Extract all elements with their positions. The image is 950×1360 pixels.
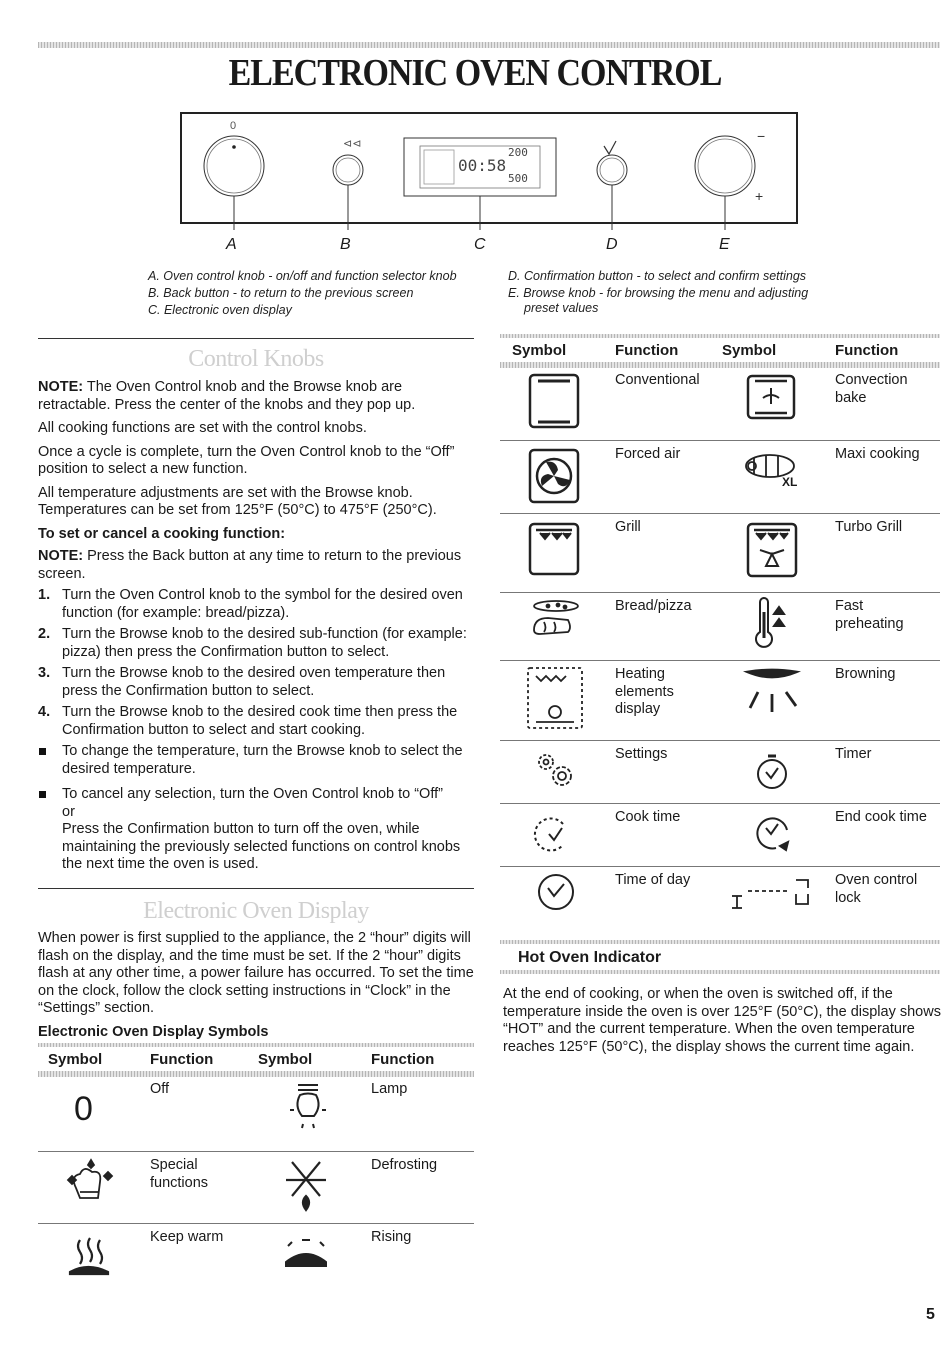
right-row7-fn2: End cook time: [835, 809, 927, 825]
timer-icon: [758, 756, 786, 788]
browning-icon: [748, 670, 796, 712]
hot-oven-bottom-hatch: [500, 970, 940, 974]
bread-pizza-icon: [534, 601, 578, 634]
paragraph-2: Once a cycle is complete, turn the Oven Control knob to the “Off” position to select a new function.: [38, 443, 455, 477]
left-header-symbol-1: Symbol: [48, 1051, 103, 1068]
caption-e-cont: preset values: [524, 301, 599, 315]
left-row3-fn2: Rising: [371, 1229, 412, 1245]
right-row1-fn1: Conventional: [615, 372, 700, 388]
letter-c: C: [474, 236, 486, 253]
step-1: 1. Turn the Oven Control knob to the symbol for the desired oven function (for example: bread/pizza).: [38, 587, 463, 621]
bullet-cancel: To cancel any selection, turn the Oven Control knob to “Off” or Press the Confirmation button to turn off the oven, while maintaining the previously selected functions on control knobs the next time the oven is used.: [38, 786, 478, 874]
letter-e: E: [719, 236, 730, 253]
left-row2-fn1: Special functions: [150, 1157, 209, 1191]
hot-oven-heading: Hot Oven Indicator: [518, 949, 662, 966]
caption-e: E. Browse knob - for browsing the menu and adjusting: [508, 286, 809, 300]
grill-icon: [530, 524, 578, 574]
right-header-function-1: Function: [615, 342, 679, 359]
paragraph-1: All cooking functions are set with the control knobs.: [38, 420, 367, 436]
end-cook-time-icon: [757, 818, 788, 850]
left-header-symbol-2: Symbol: [258, 1051, 313, 1068]
display-symbols-subhead: Electronic Oven Display Symbols: [38, 1023, 269, 1040]
settings-icon: [539, 755, 571, 785]
left-row1-fn1: Off: [150, 1081, 170, 1097]
note2-label: NOTE:: [38, 548, 84, 564]
knob-a-zero-mark: 0: [230, 120, 237, 132]
oven-display-text: When power is first supplied to the appliance, the 2 “hour” digits will flash on the display, and the time must be set. If the 2 “hour” digits flash at any other time, a power failure has occurred. To set the time on the clock, follow the clock setting instructions in “Clock” in the “Settings” section.: [38, 930, 474, 1016]
note-text: The Oven Control knob and the Browse knob are retractable. Press the center of the knobs and they pop up.: [38, 379, 416, 413]
right-row8-fn1: Time of day: [615, 872, 691, 888]
right-row1-fn2: Convection bake: [835, 372, 908, 406]
display-top-readout: 200: [508, 146, 528, 159]
right-row2-fn1: Forced air: [615, 446, 681, 462]
off-symbol: 0: [74, 1090, 93, 1128]
heating-elements-icon: [528, 668, 582, 728]
display-time-readout: 00:58: [458, 156, 507, 175]
subhead-set-cancel: To set or cancel a cooking function:: [38, 525, 286, 542]
forced-air-icon: [530, 450, 578, 502]
fast-preheating-icon: [756, 598, 784, 647]
left-row3-fn1: Keep warm: [150, 1229, 224, 1245]
right-row2-fn2: Maxi cooking: [835, 446, 920, 462]
hot-oven-text: At the end of cooking, or when the oven is switched off, if the temperature inside the oven is over 125°F (50°C), the display shows “HOT” and the current temperature. When the oven temperature reaches 125°F (50°C), the display shows the current time again.: [503, 986, 941, 1055]
cook-time-icon: [535, 818, 563, 850]
bullet-change-temp: To change the temperature, turn the Browse knob to select the desired temperature.: [38, 743, 478, 778]
note2-text: Press the Back button at any time to return to the previous screen.: [38, 548, 462, 582]
time-of-day-icon: [539, 875, 573, 909]
right-row8-fn2: Oven control lock: [835, 872, 918, 906]
display-bottom-readout: 500: [508, 172, 528, 185]
right-row6-fn1: Settings: [615, 746, 668, 762]
letter-b: B: [340, 236, 351, 253]
right-row5-fn1: Heating elements display: [615, 666, 674, 717]
caption-a: A. Oven control knob - on/off and function selector knob: [148, 269, 457, 283]
svg-text:⊲⊲: ⊲⊲: [343, 137, 362, 150]
convection-bake-icon: [748, 376, 794, 418]
right-row3-fn1: Grill: [615, 519, 641, 535]
page-number: 5: [926, 1306, 935, 1323]
right-row4-fn1: Bread/pizza: [615, 598, 692, 614]
caption-c: C. Electronic oven display: [148, 303, 292, 317]
right-row5-fn2: Browning: [835, 666, 896, 682]
right-row4-fn2: Fast preheating: [835, 598, 904, 632]
right-row6-fn2: Timer: [835, 746, 872, 762]
maxi-cooking-xl-label: XL: [782, 475, 798, 489]
caption-d: D. Confirmation button - to select and confirm settings: [508, 269, 807, 283]
step-3: 3. Turn the Browse knob to the desired oven temperature then press the Confirmation button to select.: [38, 665, 446, 699]
left-row2-fn2: Defrosting: [371, 1157, 438, 1173]
left-row1-fn2: Lamp: [371, 1081, 408, 1097]
hot-oven-top-hatch: [500, 940, 940, 944]
knob-e-plus: +: [755, 188, 764, 204]
paragraph-3: All temperature adjustments are set with the Browse knob. Temperatures can be set from 125°F (50°C) to 475°F (250°C).: [38, 484, 437, 518]
step-2: 2. Turn the Browse knob to the desired sub-function (for example: pizza) then press the Confirmation button to select.: [38, 626, 467, 660]
step-4: 4. Turn the Browse knob to the desired cook time then press the Confirmation button to select and start cooking.: [38, 704, 458, 738]
letter-a: A: [226, 236, 237, 253]
right-row3-fn2: Turbo Grill: [835, 519, 903, 535]
right-row7-fn1: Cook time: [615, 809, 681, 825]
right-header-symbol-2: Symbol: [722, 342, 777, 359]
knob-e-minus: −: [757, 128, 766, 144]
page-title: ELECTRONIC OVEN CONTROL: [228, 52, 722, 95]
conventional-icon: [530, 375, 578, 427]
left-header-function-1: Function: [150, 1051, 214, 1068]
oven-display-heading: Electronic Oven Display: [143, 898, 369, 924]
right-header-symbol-1: Symbol: [512, 342, 567, 359]
left-header-function-2: Function: [371, 1051, 435, 1068]
oven-control-lock-icon: [732, 880, 808, 908]
hot-oven-body: [503, 986, 943, 1062]
note-label: NOTE:: [38, 379, 84, 395]
caption-b: B. Back button - to return to the previous screen: [148, 286, 414, 300]
control-knobs-heading: Control Knobs: [188, 346, 324, 372]
turbo-grill-icon: [748, 524, 796, 576]
maxi-cooking-icon: [746, 455, 794, 477]
letter-d: D: [606, 236, 618, 253]
right-header-function-2: Function: [835, 342, 899, 359]
